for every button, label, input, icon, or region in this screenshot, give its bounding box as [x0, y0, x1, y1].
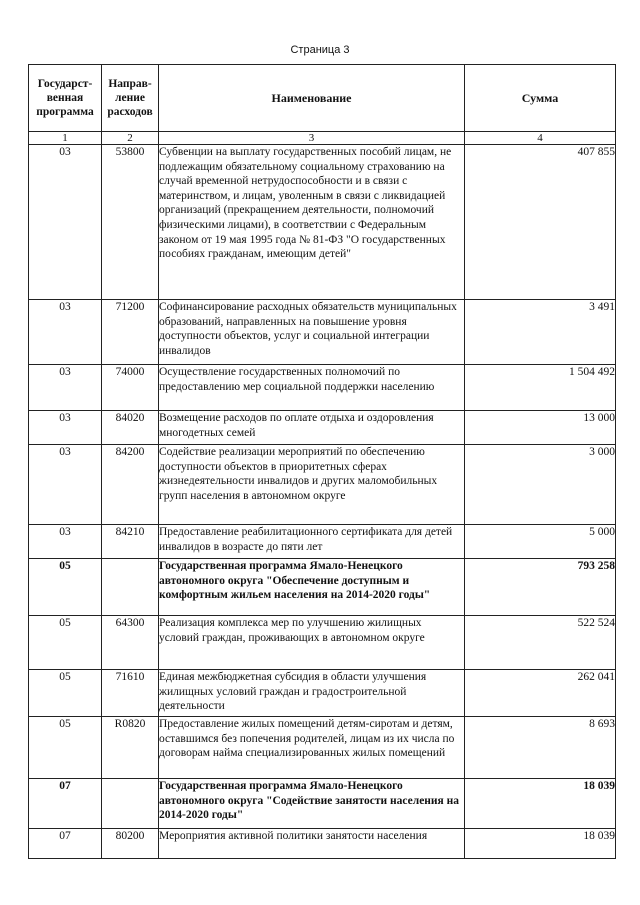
table-row	[29, 445, 616, 525]
header-program: Государст-венная программа	[29, 65, 102, 132]
program-code: 05	[29, 670, 102, 717]
item-name: Предоставление жилых помещений детям-сиротам и детям, оставшимся без попечения родителей, лицам из их числа по договорам найма специализированных жилых помещений	[159, 717, 465, 779]
direction-code: 74000	[102, 365, 159, 411]
column-number: 3	[159, 132, 465, 145]
direction-code: 80200	[102, 829, 159, 859]
item-name: Содействие реализации мероприятий по обеспечению доступности объектов в приоритетных сферах жизнедеятельности инвалидов и других маломобильных групп населения в автономном округе	[159, 445, 465, 525]
column-number: 4	[465, 132, 616, 145]
item-amount: 3 000	[465, 445, 616, 525]
budget-table	[28, 64, 616, 859]
table-row	[29, 717, 616, 779]
program-total-row	[29, 559, 616, 616]
header-name: Наименование	[159, 65, 465, 132]
direction-code	[102, 559, 159, 616]
table-row	[29, 616, 616, 670]
item-name: Предоставление реабилитационного сертификата для детей инвалидов в возрасте до пяти лет	[159, 525, 465, 559]
program-code: 03	[29, 300, 102, 365]
program-code: 03	[29, 411, 102, 445]
item-amount: 407 855	[465, 145, 616, 300]
column-number: 1	[29, 132, 102, 145]
program-code: 03	[29, 365, 102, 411]
item-name: Единая межбюджетная субсидия в области улучшения жилищных условий граждан и градостроительной деятельности	[159, 670, 465, 717]
program-code: 03	[29, 525, 102, 559]
program-name: Государственная программа Ямало-Ненецкого автономного округа "Обеспечение доступным и комфортным жильем населения на 2014-2020 годы"	[159, 559, 465, 616]
direction-code: 71200	[102, 300, 159, 365]
item-name: Возмещение расходов по оплате отдыха и оздоровления многодетных семей	[159, 411, 465, 445]
program-code: 07	[29, 829, 102, 859]
program-name: Государственная программа Ямало-Ненецкого автономного округа "Содействие занятости населения на 2014-2020 годы"	[159, 779, 465, 829]
column-number: 2	[102, 132, 159, 145]
program-code: 05	[29, 717, 102, 779]
program-code: 03	[29, 445, 102, 525]
direction-code: 84210	[102, 525, 159, 559]
table-row	[29, 525, 616, 559]
item-amount: 8 693	[465, 717, 616, 779]
item-amount: 262 041	[465, 670, 616, 717]
direction-code: 64300	[102, 616, 159, 670]
item-amount: 3 491	[465, 300, 616, 365]
program-amount: 793 258	[465, 559, 616, 616]
table-row	[29, 365, 616, 411]
item-name: Софинансирование расходных обязательств муниципальных образований, направленных на повышение уровня доступности объектов, услуг и социальной интеграции инвалидов	[159, 300, 465, 365]
direction-code	[102, 779, 159, 829]
header-amount: Сумма	[465, 65, 616, 132]
table-row	[29, 670, 616, 717]
program-code: 07	[29, 779, 102, 829]
direction-code: 84200	[102, 445, 159, 525]
item-amount: 18 039	[465, 829, 616, 859]
table-row	[29, 145, 616, 300]
direction-code: R0820	[102, 717, 159, 779]
item-name: Мероприятия активной политики занятости населения	[159, 829, 465, 859]
program-amount: 18 039	[465, 779, 616, 829]
column-number-row	[29, 132, 616, 145]
header-direction: Направ-ление расходов	[102, 65, 159, 132]
table-row	[29, 829, 616, 859]
direction-code: 84020	[102, 411, 159, 445]
program-total-row	[29, 779, 616, 829]
item-amount: 1 504 492	[465, 365, 616, 411]
item-amount: 13 000	[465, 411, 616, 445]
header-row	[29, 65, 616, 132]
table-row	[29, 300, 616, 365]
program-code: 05	[29, 559, 102, 616]
program-code: 03	[29, 145, 102, 300]
item-name: Субвенции на выплату государственных пособий лицам, не подлежащим обязательному социальному страхованию на случай временной нетрудоспособности и в связи с материнством, и лицам, уволенным в связи с ликвидацией организаций (прекращением деятельности, полномочий физическими лицами), в соответствии с Федеральным законом от 19 мая 1995 года № 81-ФЗ "О государственных пособиях гражданам, имеющим детей"	[159, 145, 465, 300]
item-name: Реализация комплекса мер по улучшению жилищных условий граждан, проживающих в автономном округе	[159, 616, 465, 670]
table-row	[29, 411, 616, 445]
page-number: Страница 3	[290, 44, 350, 56]
item-name: Осуществление государственных полномочий по предоставлению мер социальной поддержки населению	[159, 365, 465, 411]
direction-code: 53800	[102, 145, 159, 300]
item-amount: 522 524	[465, 616, 616, 670]
item-amount: 5 000	[465, 525, 616, 559]
program-code: 05	[29, 616, 102, 670]
direction-code: 71610	[102, 670, 159, 717]
